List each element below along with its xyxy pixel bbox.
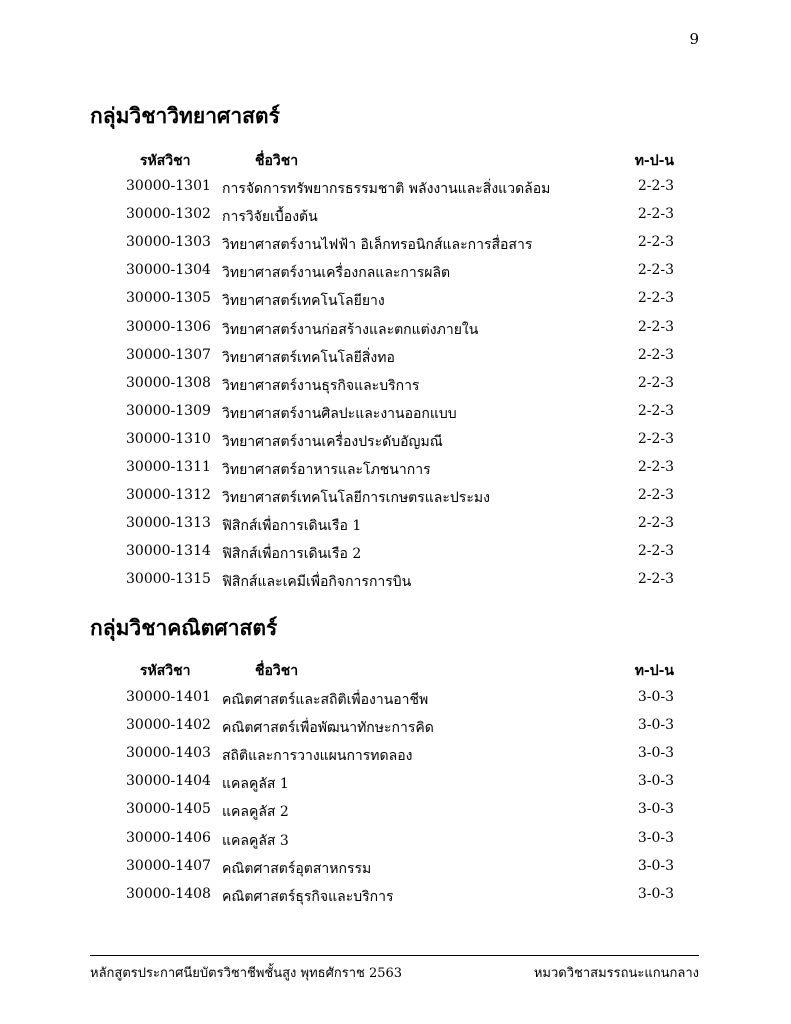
course-name: สถิติและการวางแผนการทดลอง: [222, 748, 413, 765]
course-name: ฟิสิกส์เพื่อการเดินเรือ 1: [222, 518, 362, 535]
course-name: คณิตศาสตร์อุตสาหกรรม: [222, 860, 372, 877]
table-row: [0, 515, 791, 537]
header-name: ชื่อวิชา: [255, 153, 299, 169]
course-name: วิทยาศาสตร์เทคโนโลยียาง: [222, 293, 385, 310]
course-name: วิทยาศาสตร์งานเครื่องกลและการผลิต: [222, 265, 451, 282]
course-code: 30000-1404: [126, 773, 211, 790]
footer-divider: [90, 955, 699, 956]
table-row: [0, 262, 791, 284]
table-row: [0, 571, 791, 593]
table-row: [0, 801, 791, 823]
course-code: 30000-1406: [126, 829, 211, 846]
course-code: 30000-1301: [126, 178, 211, 194]
footer-category: หมวดวิชาสมรรถนะแกนกลาง: [533, 966, 699, 981]
course-credits: 3-0-3: [637, 857, 674, 874]
header-name: ชื่อวิชา: [255, 663, 299, 679]
table-row: [0, 543, 791, 565]
course-name: การจัดการทรัพยากรธรรมชาติ พลังงานและสิ่งแวดล้อม: [222, 181, 551, 197]
course-name: วิทยาศาสตร์งานศิลปะและงานออกแบบ: [222, 405, 457, 422]
course-credits: 2-2-3: [637, 430, 674, 447]
course-credits: 2-2-3: [637, 290, 674, 307]
course-code: 30000-1305: [126, 290, 211, 307]
course-credits: 2-2-3: [637, 318, 674, 335]
table-header-math: [0, 660, 791, 682]
course-code: 30000-1401: [126, 689, 211, 705]
header-code: รหัสวิชา: [140, 153, 191, 169]
course-name: คณิตศาสตร์เพื่อพัฒนาทักษะการคิด: [222, 720, 434, 737]
course-name: วิทยาศาสตร์งานก่อสร้างและตกแต่งภายใน: [222, 321, 479, 338]
course-code: 30000-1310: [126, 430, 211, 447]
course-name: คณิตศาสตร์และสถิติเพื่องานอาชีพ: [222, 692, 429, 708]
course-name: วิทยาศาสตร์เทคโนโลยีการเกษตรและประมง: [222, 490, 490, 507]
course-name: วิทยาศาสตร์งานธุรกิจและบริการ: [222, 377, 420, 394]
footer-curriculum: หลักสูตรประกาศนียบัตรวิชาชีพชั้นสูง พุทธศักราช 2563: [90, 966, 403, 981]
table-row: [0, 689, 791, 711]
table-row: [0, 234, 791, 256]
course-name: แคลคูลัส 2: [222, 804, 289, 821]
course-code: 30000-1308: [126, 374, 211, 391]
course-name: ฟิสิกส์เพื่อการเดินเรือ 2: [222, 546, 362, 563]
course-name: วิทยาศาสตร์งานเครื่องประดับอัญมณี: [222, 433, 443, 450]
table-row: [0, 206, 791, 228]
course-code: 30000-1314: [126, 543, 211, 560]
table-row: [0, 347, 791, 369]
course-credits: 3-0-3: [637, 717, 674, 734]
course-name: คณิตศาสตร์ธุรกิจและบริการ: [222, 888, 394, 905]
course-code: 30000-1302: [126, 206, 211, 223]
course-credits: 2-2-3: [637, 346, 674, 363]
course-name: แคลคูลัส 1: [222, 776, 289, 793]
table-row: [0, 858, 791, 880]
course-credits: 2-2-3: [637, 487, 674, 504]
table-row: [0, 773, 791, 795]
course-credits: 2-2-3: [637, 374, 674, 391]
course-code: 30000-1402: [126, 717, 211, 734]
header-credits: ท-ป-น: [634, 153, 674, 169]
course-code: 30000-1309: [126, 402, 211, 419]
table-row: [0, 319, 791, 341]
course-credits: 2-2-3: [637, 262, 674, 279]
table-row: [0, 459, 791, 481]
course-credits: 3-0-3: [637, 745, 674, 762]
course-code: 30000-1303: [126, 234, 211, 251]
course-credits: 3-0-3: [637, 829, 674, 846]
course-credits: 2-2-3: [637, 459, 674, 475]
table-row: [0, 886, 791, 908]
header-credits: ท-ป-น: [634, 663, 674, 679]
course-code: 30000-1307: [126, 346, 211, 363]
table-row: [0, 745, 791, 767]
course-credits: 2-2-3: [637, 515, 674, 532]
course-name: วิทยาศาสตร์เทคโนโลยีสิ่งทอ: [222, 349, 395, 366]
table-row: [0, 290, 791, 312]
course-name: แคลคูลัส 3: [222, 832, 289, 849]
course-credits: 3-0-3: [637, 885, 674, 902]
course-name: วิทยาศาสตร์อาหารและโภชนาการ: [222, 462, 431, 478]
course-code: 30000-1408: [126, 885, 211, 902]
course-code: 30000-1306: [126, 318, 211, 335]
course-credits: 2-2-3: [637, 206, 674, 223]
table-row: [0, 375, 791, 397]
table-row: [0, 403, 791, 425]
course-credits: 3-0-3: [637, 801, 674, 818]
course-credits: 2-2-3: [637, 402, 674, 419]
header-code: รหัสวิชา: [140, 663, 191, 679]
course-code: 30000-1313: [126, 515, 211, 532]
course-code: 30000-1315: [126, 571, 211, 588]
course-code: 30000-1407: [126, 857, 211, 874]
section-title-math: กลุ่มวิชาคณิตศาสตร์: [90, 615, 278, 640]
course-credits: 2-2-3: [637, 571, 674, 588]
course-credits: 2-2-3: [637, 234, 674, 251]
section-title-science: กลุ่มวิชาวิทยาศาสตร์: [90, 103, 280, 128]
course-credits: 2-2-3: [637, 178, 674, 194]
course-credits: 3-0-3: [637, 689, 674, 705]
course-name: วิทยาศาสตร์งานไฟฟ้า อิเล็กทรอนิกส์และการสื่อสาร: [222, 237, 533, 254]
course-credits: 3-0-3: [637, 773, 674, 790]
course-credits: 2-2-3: [637, 543, 674, 560]
table-row: [0, 830, 791, 852]
table-header-science: [0, 150, 791, 172]
course-code: 30000-1403: [126, 745, 211, 762]
course-code: 30000-1312: [126, 487, 211, 504]
table-row: [0, 431, 791, 453]
course-code: 30000-1304: [126, 262, 211, 279]
course-code: 30000-1311: [126, 459, 211, 475]
course-name: การวิจัยเบื้องต้น: [222, 209, 318, 226]
course-code: 30000-1405: [126, 801, 211, 818]
table-row: [0, 487, 791, 509]
course-name: ฟิสิกส์และเคมีเพื่อกิจการการบิน: [222, 574, 412, 591]
table-row: [0, 717, 791, 739]
page-number: 9: [689, 30, 699, 48]
table-row: [0, 178, 791, 200]
